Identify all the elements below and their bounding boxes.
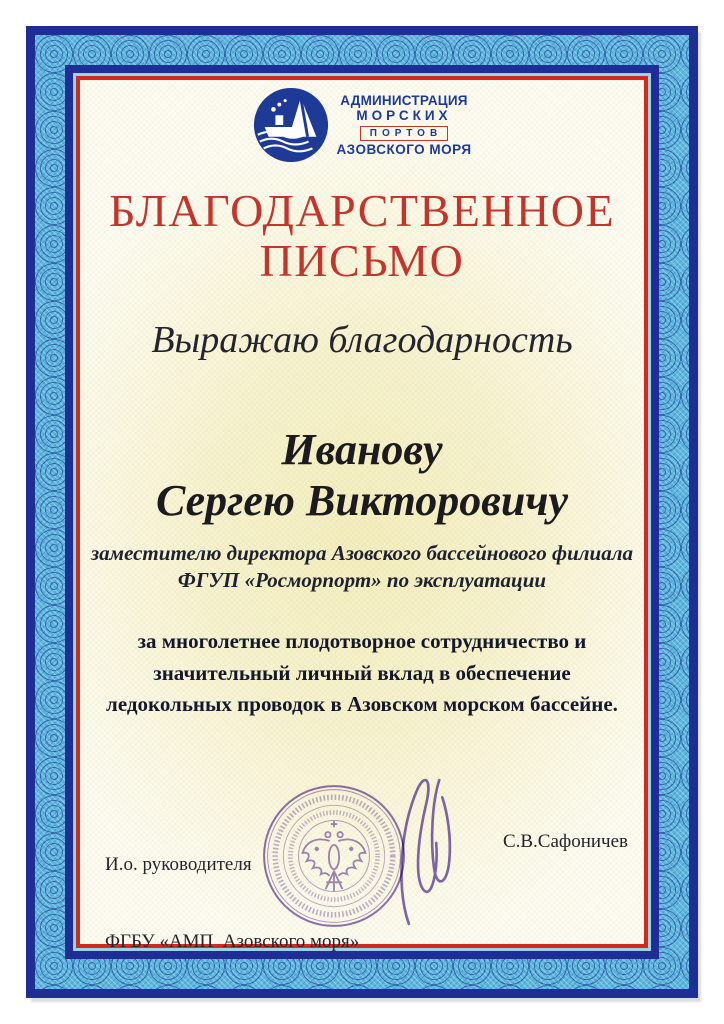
certificate-title: [80, 186, 644, 285]
body-line2: значительный личный вклад в обеспечение: [153, 660, 571, 685]
signer-role-line2: ФГБУ «АМП Азовского моря»: [105, 931, 360, 953]
body-line1: за многолетнее плодотворное сотрудничество и: [137, 629, 587, 653]
body-line3: ледокольных проводок в Азовском морском бассейне.: [106, 692, 618, 716]
org-logo: [80, 86, 644, 164]
org-name-line2: МОРСКИХ: [356, 108, 452, 124]
signer-name: С.В.Сафоничев: [502, 831, 628, 852]
signature-strokes-icon: [380, 770, 462, 932]
recipient-line1: Иванову: [281, 425, 443, 474]
signer-role: [105, 801, 359, 1006]
org-name-line3: ПОРТОВ: [360, 126, 448, 140]
recipient-position: [80, 540, 644, 594]
certificate-body: [80, 80, 644, 953]
ship-in-circle-icon: [252, 86, 330, 164]
body-paragraph: [80, 626, 644, 721]
org-name-line4: АЗОВСКОГО МОРЯ: [336, 141, 472, 157]
title-line1: БЛАГОДАРСТВЕННОЕ: [108, 185, 616, 236]
position-line1: заместителю директора Азовского бассейнового филиала: [90, 541, 633, 565]
org-logo-text: [336, 93, 471, 157]
handwritten-signature: [380, 770, 462, 932]
position-line2: ФГУП «Росморпорт» по эксплуатации: [177, 567, 547, 592]
salutation-text: Выражаю благодарность: [151, 319, 573, 361]
org-name-line1: АДМИНИСТРАЦИЯ: [340, 93, 468, 109]
signer-role-line1: И.о. руководителя: [105, 854, 252, 876]
recipient-line2: Сергею Викторовичу: [155, 476, 568, 526]
recipient-name: [80, 424, 644, 526]
title-line2: ПИСЬМО: [259, 234, 465, 286]
